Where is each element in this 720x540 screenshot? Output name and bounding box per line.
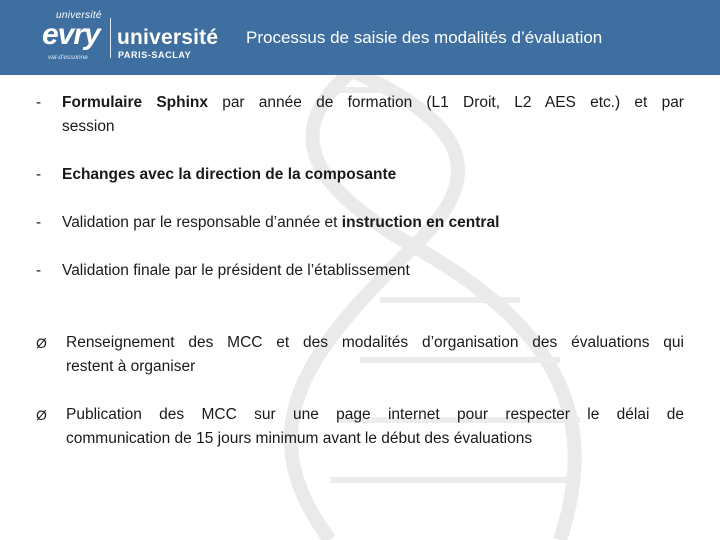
logo-paris-saclay-sub-text: PARIS-SACLAY <box>118 50 192 60</box>
arrow-item-text-line2: restent à organiser <box>66 358 196 375</box>
list-item-text <box>62 211 684 235</box>
arrow-item-text: Publication des MCC sur une page internet pour respecter le délai de <box>66 406 684 423</box>
university-logo <box>12 4 219 72</box>
arrow-item-text: Renseignement des MCC et des modalités d’organisation des évaluations qui <box>66 334 684 351</box>
logo-evry-small-text: université <box>56 10 102 21</box>
bold-text: instruction en central <box>341 214 500 231</box>
arrow-marker-icon: Ø <box>36 335 47 351</box>
dash-marker: - <box>36 94 42 111</box>
list-item-text-line2: session <box>62 118 115 135</box>
bold-text: Formulaire Sphinx <box>62 94 208 111</box>
dash-marker: - <box>36 262 42 279</box>
list-item-text <box>62 91 684 115</box>
arrow-item-text-line2: communication de 15 jours minimum avant le début des évaluations <box>66 430 533 447</box>
list-item-echanges <box>36 163 684 187</box>
bold-text: Echanges avec la direction de la composante <box>62 166 397 183</box>
list-item-validation-responsable <box>36 211 684 235</box>
logo-evry-sub-text: val-d'essonne <box>48 54 88 61</box>
logo-evry-text: evry <box>42 18 100 51</box>
list-item-validation-finale <box>36 259 684 283</box>
logo-paris-saclay-text: université <box>117 26 219 49</box>
arrow-item-renseignement <box>36 331 684 379</box>
list-item-formulaire <box>36 91 684 139</box>
list-item-text <box>62 163 684 187</box>
plain-text: Validation par le responsable d’année et <box>62 214 342 231</box>
dash-marker: - <box>36 214 42 231</box>
header-bar <box>0 0 720 75</box>
logo-separator <box>110 18 111 58</box>
arrow-item-publication <box>36 403 684 451</box>
plain-text: par année de formation (L1 Droit, L2 AES etc.) et par <box>207 94 684 111</box>
list-item-text: Validation finale par le président de l’établissement <box>62 262 410 279</box>
dash-marker: - <box>36 166 42 183</box>
arrow-marker-icon: Ø <box>36 407 47 423</box>
page-title: Processus de saisie des modalités d’évaluation <box>246 28 603 47</box>
